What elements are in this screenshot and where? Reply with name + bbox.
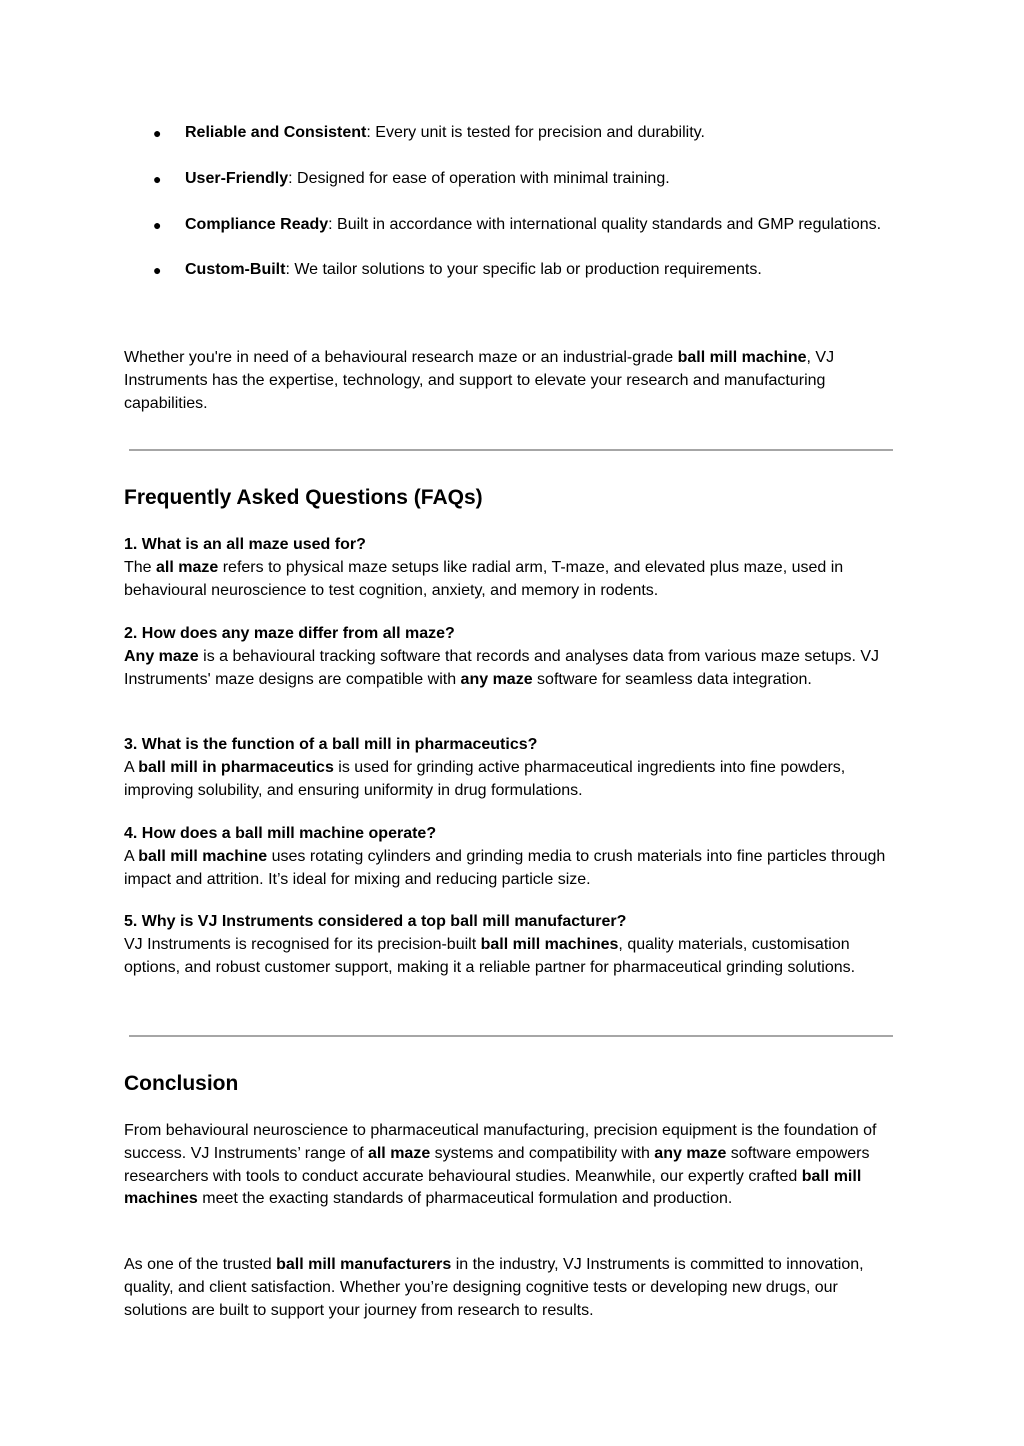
list-item	[124, 259, 900, 282]
bullet-text: : Designed for ease of operation with minimal training.	[288, 169, 670, 187]
bullet-icon: ●	[153, 170, 162, 187]
faq-answer: Any maze is a behavioural tracking software that records and analyses data from various maze setups. VJ Instruments' maze designs are compatible with any maze software for seamless data integration.	[124, 647, 880, 688]
conclusion-paragraph: As one of the trusted ball mill manufacturers in the industry, VJ Instruments is committed to innovation, quality, and client satisfaction. Whether you’re designing cognitive tests or developing new drugs, our solutions are built to support your journey from research to results.	[124, 1256, 864, 1319]
list-item	[124, 122, 900, 145]
divider	[129, 1035, 893, 1037]
faq-answer: A ball mill machine uses rotating cylinders and grinding media to crush materials into fine particles through impact and attrition. It’s ideal for mixing and reducing particle size.	[124, 847, 886, 888]
faq-item	[124, 534, 900, 602]
conclusion-heading: Conclusion	[124, 1072, 239, 1095]
bullet-icon: ●	[153, 262, 162, 279]
bullet-icon: ●	[153, 125, 162, 141]
faq-question: 1. What is an all maze used for?	[124, 536, 366, 553]
conclusion-paragraph: From behavioural neuroscience to pharmaceutical manufacturing, precision equipment is the foundation of success. VJ Instruments’ range of all maze systems and compatibility with any maze software empowers researchers with tools to conduct accurate behavioural studies. Meanwhile, our expertly crafted ball mill machines meet the exacting standards of pharmaceutical formulation and production.	[124, 1122, 877, 1208]
faq-heading: Frequently Asked Questions (FAQs)	[124, 486, 483, 509]
bullet-term: Reliable and Consistent	[185, 124, 367, 141]
faq-question: 3. What is the function of a ball mill in pharmaceutics?	[124, 736, 538, 753]
faq-answer: VJ Instruments is recognised for its precision-built ball mill machines, quality materials, customisation options, and robust customer support, making it a reliable partner for pharmaceutical grinding solutions.	[124, 935, 856, 976]
bullet-text: : Every unit is tested for precision and durability.	[366, 124, 705, 141]
faq-item	[124, 623, 900, 691]
faq-answer: The all maze refers to physical maze setups like radial arm, T-maze, and elevated plus maze, used in behavioural neuroscience to test cognition, anxiety, and memory in rodents.	[124, 558, 844, 599]
bullet-term: Custom-Built	[185, 261, 286, 279]
intro-paragraph: Whether you're in need of a behavioural research maze or an industrial-grade ball mill machine, VJ Instruments has the expertise, technology, and support to elevate your research and manufacturing capabilities.	[124, 349, 835, 412]
faq-item	[124, 823, 900, 891]
faq-question: 2. How does any maze differ from all maze?	[124, 625, 455, 642]
faq-question: 5. Why is VJ Instruments considered a top ball mill manufacturer?	[124, 913, 627, 930]
bullet-term: Compliance Ready	[185, 215, 329, 233]
bullet-text: : We tailor solutions to your specific lab or production requirements.	[285, 261, 762, 279]
divider	[129, 449, 893, 451]
bullet-term: User-Friendly	[185, 169, 289, 187]
list-item	[124, 214, 900, 237]
feature-list	[124, 122, 900, 305]
faq-question: 4. How does a ball mill machine operate?	[124, 825, 437, 842]
bullet-text: : Built in accordance with international quality standards and GMP regulations.	[328, 215, 882, 233]
faq-item	[124, 734, 900, 802]
list-item	[124, 168, 900, 191]
bullet-icon: ●	[153, 216, 162, 233]
faq-item	[124, 911, 900, 979]
faq-answer: A ball mill in pharmaceutics is used for grinding active pharmaceutical ingredients into fine powders, improving solubility, and ensuring uniformity in drug formulations.	[124, 758, 846, 799]
